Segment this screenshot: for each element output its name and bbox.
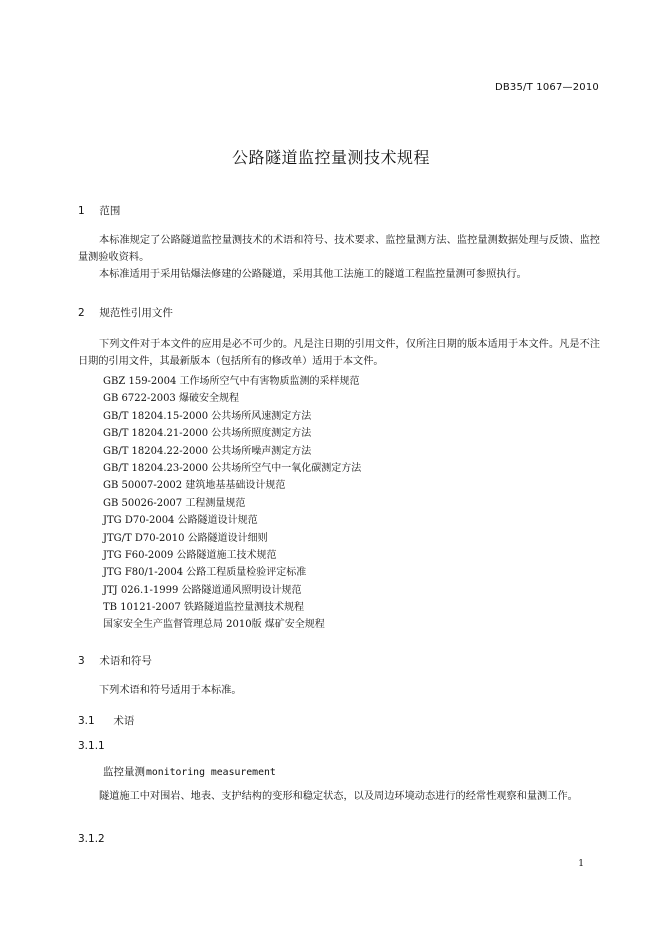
reference-item: JTG F60-2009 公路隧道施工技术规范 [103,549,277,561]
term-chinese: 监控量测 [103,766,145,778]
reference-item: GB 50026-2007 工程测量规范 [103,497,246,509]
subsection-number: 3.1 [78,715,95,727]
section-heading-terms [78,653,152,668]
term-entry [103,764,276,779]
document-title: 公路隧道监控量测技术规程 [231,148,430,167]
reference-item: GB/T 18204.15-2000 公共场所风速测定方法 [103,410,312,422]
term-english: monitoring measurement [146,767,276,778]
page-number: 1 [578,859,584,869]
reference-item: TB 10121-2007 铁路隧道监控量测技术规程 [103,602,305,614]
section-title: 规范性引用文件 [99,307,173,319]
reference-list [103,373,361,634]
term-number-3-1-1 [78,740,105,752]
section-number: 1 [78,205,85,217]
subsection-heading-terms [78,713,134,728]
reference-item: GB 50007-2002 建筑地基基础设计规范 [103,480,286,492]
scope-paragraph-2: 本标准适用于采用钻爆法修建的公路隧道，采用其他工法施工的隧道工程监控量测可参照执行。 [99,269,527,280]
reference-item: JTG D70-2004 公路隧道设计规范 [103,515,258,527]
section-number: 3 [78,655,85,667]
terms-paragraph-1: 下列术语和符号适用于本标准。 [99,685,242,696]
section-number: 2 [78,307,85,319]
reference-item: GB 6722-2003 爆破安全规程 [103,393,239,405]
term-number-3-1-2 [78,833,105,845]
reference-item: GB/T 18204.22-2000 公共场所噪声测定方法 [103,445,312,457]
normative-paragraph-1: 下列文件对于本文件的应用是必不可少的。凡是注日期的引用文件，仅所注日期的版本适用于本文件。凡是不注日期的引用文件，其最新版本（包括所有的修改单）适用于本文件。 [78,339,600,367]
reference-item: GB/T 18204.21-2000 公共场所照度测定方法 [103,428,312,440]
term-definition: 隧道施工中对围岩、地表、支护结构的变形和稳定状态，以及周边环境动态进行的经常性观察和量测工作。 [99,791,578,802]
term-number: 3.1.1 [78,740,105,752]
reference-item: JTJ 026.1-1999 公路隧道通风照明设计规范 [103,584,302,596]
reference-item: GBZ 159-2004 工作场所空气中有害物质监测的采样规范 [103,376,360,387]
section-heading-normative [78,305,173,320]
section-title: 术语和符号 [99,655,152,667]
scope-paragraph-1: 本标准规定了公路隧道监控量测技术的术语和符号、技术要求、监控量测方法、监控量测数据处理与反馈、监控量测验收资料。 [78,235,600,263]
subsection-title: 术语 [113,715,135,727]
reference-item: JTG/T D70-2010 公路隧道设计细则 [103,532,268,544]
reference-item: 国家安全生产监督管理总局 2010版 煤矿安全规程 [103,619,325,631]
reference-item: JTG F80/1-2004 公路工程质量检验评定标准 [103,567,307,579]
section-heading-scope [78,203,120,218]
reference-item: GB/T 18204.23-2000 公共场所空气中一氧化碳测定方法 [103,462,362,474]
section-title: 范围 [99,205,121,217]
term-number: 3.1.2 [78,833,105,845]
document-code: DB35/T 1067—2010 [494,82,599,93]
